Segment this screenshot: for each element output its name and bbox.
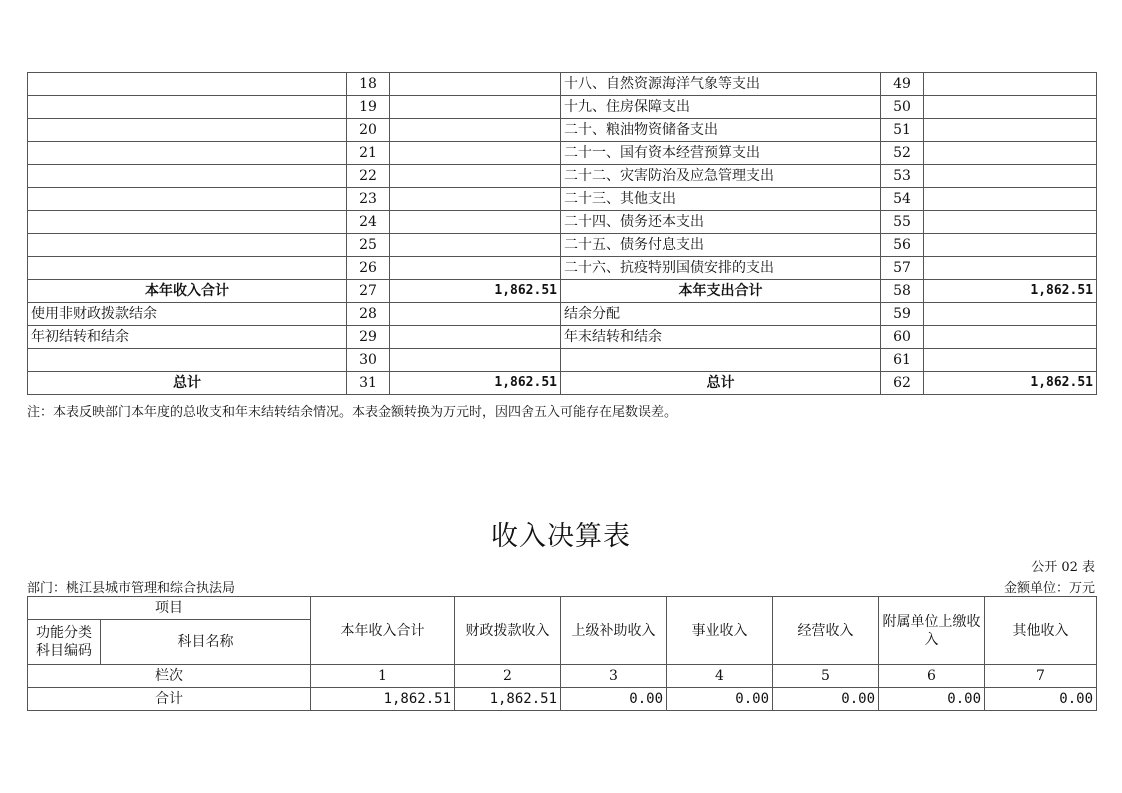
lanci-row xyxy=(28,665,1097,688)
summary-left-no: 25 xyxy=(347,234,390,257)
summary-left-no: 22 xyxy=(347,165,390,188)
summary-left-amount xyxy=(390,234,561,257)
summary-right-item: 二十二、灾害防治及应急管理支出 xyxy=(561,165,881,188)
col-header: 附属单位上缴收入 xyxy=(879,597,985,665)
summary-right-no: 53 xyxy=(881,165,924,188)
summary-left-no: 29 xyxy=(347,326,390,349)
summary-right-no: 51 xyxy=(881,119,924,142)
summary-right-amount: 1,862.51 xyxy=(924,372,1097,395)
header-subject-name: 科目名称 xyxy=(101,620,311,665)
summary-left-item: 本年收入合计 xyxy=(28,280,347,303)
summary-left-no: 28 xyxy=(347,303,390,326)
summary-right-item: 二十五、债务付息支出 xyxy=(561,234,881,257)
summary-right-amount xyxy=(924,234,1097,257)
total-cell: 0.00 xyxy=(879,688,985,711)
summary-left-no: 30 xyxy=(347,349,390,372)
summary-left-amount xyxy=(390,211,561,234)
summary-right-no: 50 xyxy=(881,96,924,119)
summary-left-amount xyxy=(390,165,561,188)
summary-right-amount xyxy=(924,303,1097,326)
summary-table-body xyxy=(28,73,1097,395)
summary-right-item: 二十一、国有资本经营预算支出 xyxy=(561,142,881,165)
summary-right-item: 二十三、其他支出 xyxy=(561,188,881,211)
table-note: 注：本表反映部门本年度的总收支和年末结转结余情况。本表金额转换为万元时，因四舍五入可能存在尾数误差。 xyxy=(27,405,678,420)
summary-right-no: 62 xyxy=(881,372,924,395)
summary-right-item: 二十六、抗疫特别国债安排的支出 xyxy=(561,257,881,280)
summary-right-item: 结余分配 xyxy=(561,303,881,326)
summary-row xyxy=(28,257,1097,280)
col-header: 经营收入 xyxy=(773,597,879,665)
total-cell: 0.00 xyxy=(561,688,667,711)
summary-left-item xyxy=(28,349,347,372)
summary-right-item: 本年支出合计 xyxy=(561,280,881,303)
summary-left-item xyxy=(28,96,347,119)
summary-left-no: 24 xyxy=(347,211,390,234)
lanci-cell: 4 xyxy=(667,665,773,688)
income-table xyxy=(27,596,1097,711)
summary-left-item xyxy=(28,234,347,257)
summary-right-item: 二十、粮油物资储备支出 xyxy=(561,119,881,142)
header-function-code: 功能分类科目编码 xyxy=(28,620,101,665)
summary-left-item xyxy=(28,165,347,188)
summary-left-amount xyxy=(390,326,561,349)
summary-left-item: 使用非财政拨款结余 xyxy=(28,303,347,326)
summary-right-item: 总计 xyxy=(561,372,881,395)
summary-right-no: 57 xyxy=(881,257,924,280)
total-cell: 0.00 xyxy=(667,688,773,711)
summary-right-amount xyxy=(924,188,1097,211)
summary-left-item: 年初结转和结余 xyxy=(28,326,347,349)
summary-row xyxy=(28,280,1097,303)
total-cell: 0.00 xyxy=(773,688,879,711)
summary-left-item xyxy=(28,188,347,211)
summary-right-no: 55 xyxy=(881,211,924,234)
summary-right-amount xyxy=(924,142,1097,165)
summary-right-item: 十九、住房保障支出 xyxy=(561,96,881,119)
summary-left-amount: 1,862.51 xyxy=(390,280,561,303)
summary-right-amount xyxy=(924,165,1097,188)
summary-left-no: 21 xyxy=(347,142,390,165)
header-row-1 xyxy=(28,597,1097,620)
summary-left-amount xyxy=(390,96,561,119)
summary-row xyxy=(28,372,1097,395)
page-title: 收入决算表 xyxy=(491,521,631,552)
lanci-cell: 3 xyxy=(561,665,667,688)
summary-right-no: 54 xyxy=(881,188,924,211)
summary-left-amount xyxy=(390,73,561,96)
summary-row xyxy=(28,326,1097,349)
col-header: 本年收入合计 xyxy=(311,597,455,665)
summary-right-item xyxy=(561,349,881,372)
summary-left-amount xyxy=(390,349,561,372)
summary-table xyxy=(27,72,1097,395)
col-header: 其他收入 xyxy=(985,597,1097,665)
unit-label: 金额单位：万元 xyxy=(1003,581,1095,596)
total-cell: 0.00 xyxy=(985,688,1097,711)
lanci-cell: 5 xyxy=(773,665,879,688)
summary-left-no: 26 xyxy=(347,257,390,280)
total-cell: 1,862.51 xyxy=(311,688,455,711)
summary-row xyxy=(28,349,1097,372)
summary-left-item xyxy=(28,73,347,96)
total-row xyxy=(28,688,1097,711)
summary-left-amount xyxy=(390,188,561,211)
summary-right-no: 56 xyxy=(881,234,924,257)
summary-right-no: 61 xyxy=(881,349,924,372)
summary-right-item: 二十四、债务还本支出 xyxy=(561,211,881,234)
summary-right-amount xyxy=(924,326,1097,349)
summary-left-item xyxy=(28,142,347,165)
summary-left-amount xyxy=(390,142,561,165)
summary-left-item xyxy=(28,257,347,280)
total-label: 合计 xyxy=(28,688,311,711)
summary-row xyxy=(28,303,1097,326)
summary-left-amount: 1,862.51 xyxy=(390,372,561,395)
header-item: 项目 xyxy=(28,597,311,620)
summary-row xyxy=(28,119,1097,142)
summary-row xyxy=(28,142,1097,165)
summary-left-amount xyxy=(390,257,561,280)
summary-right-no: 60 xyxy=(881,326,924,349)
form-code: 公开 02 表 xyxy=(1031,560,1095,575)
summary-row xyxy=(28,188,1097,211)
lanci-cell: 6 xyxy=(879,665,985,688)
total-cell: 1,862.51 xyxy=(455,688,561,711)
summary-row xyxy=(28,165,1097,188)
summary-right-amount xyxy=(924,349,1097,372)
summary-right-no: 49 xyxy=(881,73,924,96)
summary-left-item xyxy=(28,119,347,142)
summary-right-amount: 1,862.51 xyxy=(924,280,1097,303)
department-label: 部门：桃江县城市管理和综合执法局 xyxy=(27,581,236,596)
summary-right-item: 十八、自然资源海洋气象等支出 xyxy=(561,73,881,96)
col-header: 事业收入 xyxy=(667,597,773,665)
summary-right-no: 52 xyxy=(881,142,924,165)
summary-row xyxy=(28,73,1097,96)
summary-left-amount xyxy=(390,119,561,142)
summary-right-no: 58 xyxy=(881,280,924,303)
summary-right-no: 59 xyxy=(881,303,924,326)
summary-left-amount xyxy=(390,303,561,326)
lanci-cell: 7 xyxy=(985,665,1097,688)
summary-left-no: 23 xyxy=(347,188,390,211)
summary-left-item xyxy=(28,211,347,234)
summary-left-item: 总计 xyxy=(28,372,347,395)
summary-right-item: 年末结转和结余 xyxy=(561,326,881,349)
lanci-cell: 1 xyxy=(311,665,455,688)
summary-left-no: 27 xyxy=(347,280,390,303)
summary-right-amount xyxy=(924,119,1097,142)
summary-left-no: 19 xyxy=(347,96,390,119)
summary-row xyxy=(28,234,1097,257)
summary-left-no: 20 xyxy=(347,119,390,142)
summary-left-no: 18 xyxy=(347,73,390,96)
summary-right-amount xyxy=(924,257,1097,280)
col-header: 上级补助收入 xyxy=(561,597,667,665)
lanci-cell: 2 xyxy=(455,665,561,688)
lanci-label: 栏次 xyxy=(28,665,311,688)
summary-right-amount xyxy=(924,73,1097,96)
summary-right-amount xyxy=(924,96,1097,119)
summary-right-amount xyxy=(924,211,1097,234)
summary-row xyxy=(28,211,1097,234)
summary-left-no: 31 xyxy=(347,372,390,395)
summary-row xyxy=(28,96,1097,119)
col-header: 财政拨款收入 xyxy=(455,597,561,665)
